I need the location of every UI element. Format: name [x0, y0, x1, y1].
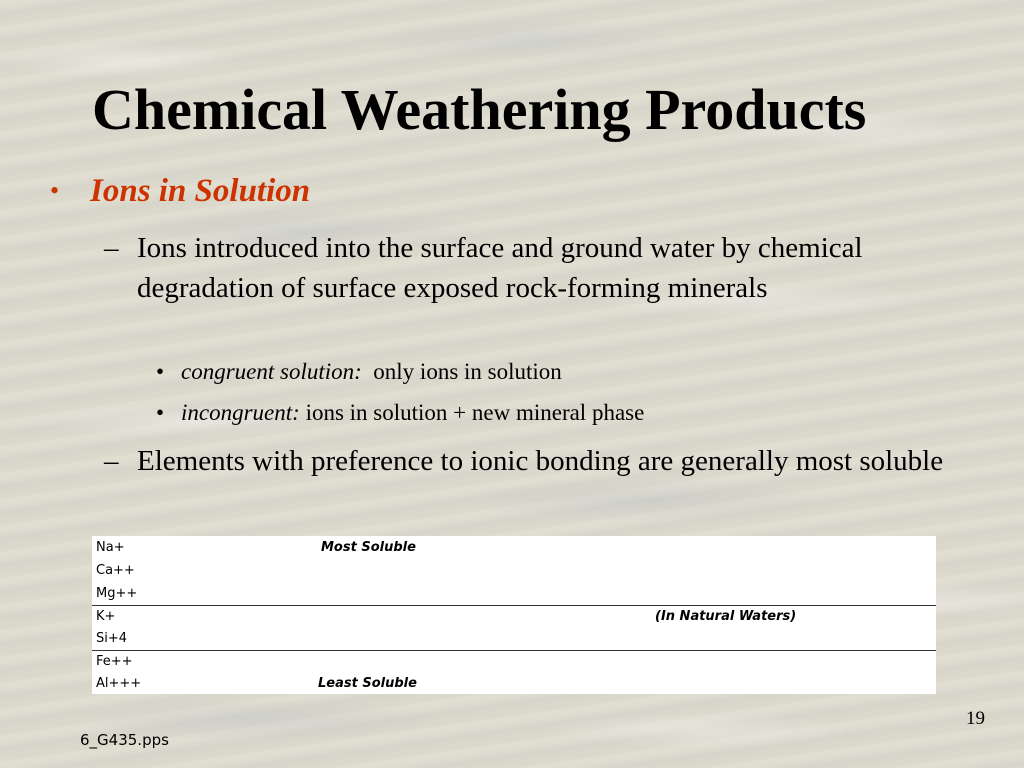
term-incongruent: incongruent:	[181, 400, 300, 425]
bullet-marker: •	[156, 400, 165, 425]
term-congruent: congruent solution:	[181, 359, 362, 384]
element-label: Si+4	[96, 631, 128, 646]
table-row	[92, 627, 936, 649]
solubility-table	[92, 536, 936, 694]
table-row	[92, 582, 936, 604]
element-label: Al+++	[96, 676, 142, 691]
main-bullet-text: Ions in Solution	[90, 173, 311, 209]
dash-marker: –	[104, 232, 119, 264]
natural-waters-label: (In Natural Waters)	[655, 609, 797, 624]
element-label: Mg++	[96, 586, 138, 601]
sub-point-text: Elements with preference to ionic bonding are generally most soluble	[137, 445, 944, 477]
element-label: Ca++	[96, 563, 135, 578]
definition-incongruent: ions in solution + new mineral phase	[305, 400, 645, 425]
definition-congruent: only ions in solution	[373, 359, 562, 384]
table-row	[92, 650, 936, 672]
sub-point-ionic-bonding	[104, 441, 984, 481]
table-row	[92, 605, 936, 627]
element-label: Na+	[96, 540, 125, 555]
table-row	[92, 559, 936, 581]
dash-marker: –	[104, 445, 119, 477]
most-soluble-label: Most Soluble	[321, 540, 416, 555]
element-label: Fe++	[96, 654, 133, 669]
table-row	[92, 672, 936, 694]
page-number: 19	[966, 708, 985, 729]
sub-point-ions-introduced	[104, 228, 984, 308]
bullet-marker: •	[156, 359, 165, 384]
footer-filename: 6_G435.pps	[80, 731, 169, 749]
sub-sub-point-incongruent	[156, 398, 644, 428]
table-row	[92, 536, 936, 558]
bullet-marker: •	[50, 176, 60, 205]
sub-sub-point-congruent	[156, 357, 562, 387]
main-bullet	[50, 172, 310, 212]
least-soluble-label: Least Soluble	[318, 676, 417, 691]
element-label: K+	[96, 609, 116, 624]
slide-title: Chemical Weathering Products	[92, 77, 867, 142]
sub-point-text: Ions introduced into the surface and ground water by chemical degradation of surface exposed rock-forming minerals	[137, 232, 863, 304]
